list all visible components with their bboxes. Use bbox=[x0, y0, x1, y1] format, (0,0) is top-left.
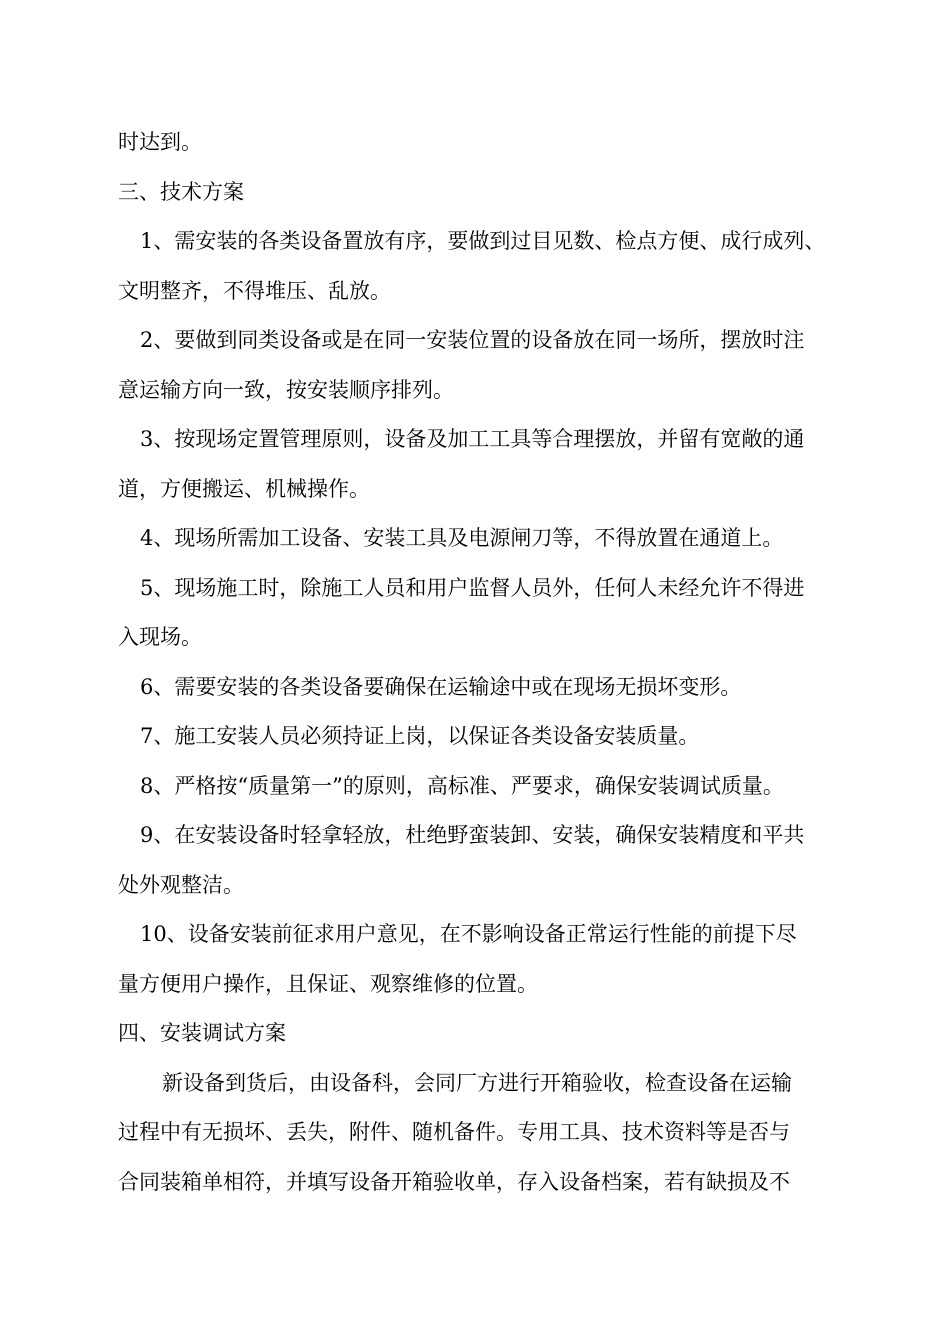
list-item: 8、严格按“质量第一”的原则，高标准、严要求，确保安装调试质量。 bbox=[140, 773, 784, 798]
paragraph-line: 合同装箱单相符，并填写设备开箱验收单，存入设备档案，若有缺损及不 bbox=[118, 1169, 790, 1194]
list-item: 4、现场所需加工设备、安装工具及电源闸刀等，不得放置在通道上。 bbox=[140, 526, 784, 550]
list-item: 5、现场施工时，除施工人员和用户监督人员外，任何人未经允许不得进 bbox=[140, 575, 805, 600]
list-item: 9、在安装设备时轻拿轻放，杜绝野蛮装卸、安装，确保安装精度和平共 bbox=[140, 823, 805, 847]
text-line: 道，方便搬运、机械操作。 bbox=[118, 476, 370, 501]
document-body bbox=[118, 118, 838, 1207]
section-heading: 四、安装调试方案 bbox=[118, 1021, 286, 1045]
text-line: 意运输方向一致，按安装顺序排列。 bbox=[118, 377, 454, 402]
list-item: 1、需安装的各类设备置放有序，要做到过目见数、检点方便、成行成列、 bbox=[140, 229, 826, 253]
list-item: 6、需要安装的各类设备要确保在运输途中或在现场无损坏变形。 bbox=[140, 674, 742, 699]
list-item: 10、设备安装前征求用户意见，在不影响设备正常运行性能的前提下尽 bbox=[140, 922, 797, 946]
list-item: 3、按现场定置管理原则，设备及加工工具等合理摆放，并留有宽敞的通 bbox=[140, 427, 805, 451]
list-item: 7、施工安装人员必须持证上岗，以保证各类设备安装质量。 bbox=[140, 724, 700, 748]
text-line: 处外观整洁。 bbox=[118, 872, 244, 897]
section-heading: 三、技术方案 bbox=[118, 179, 244, 204]
text-line: 入现场。 bbox=[118, 625, 202, 649]
paragraph-line: 新设备到货后，由设备科，会同厂方进行开箱验收，检查设备在运输 bbox=[162, 1070, 792, 1095]
list-item: 2、要做到同类设备或是在同一安装位置的设备放在同一场所，摆放时注 bbox=[140, 328, 805, 352]
text-line: 文明整齐，不得堆压、乱放。 bbox=[118, 278, 391, 303]
text-line: 量方便用户操作，且保证、观察维修的位置。 bbox=[118, 971, 538, 996]
text-line: 时达到。 bbox=[118, 130, 202, 154]
paragraph-line: 过程中有无损坏、丢失，附件、随机备件。专用工具、技术资料等是否与 bbox=[118, 1120, 790, 1144]
